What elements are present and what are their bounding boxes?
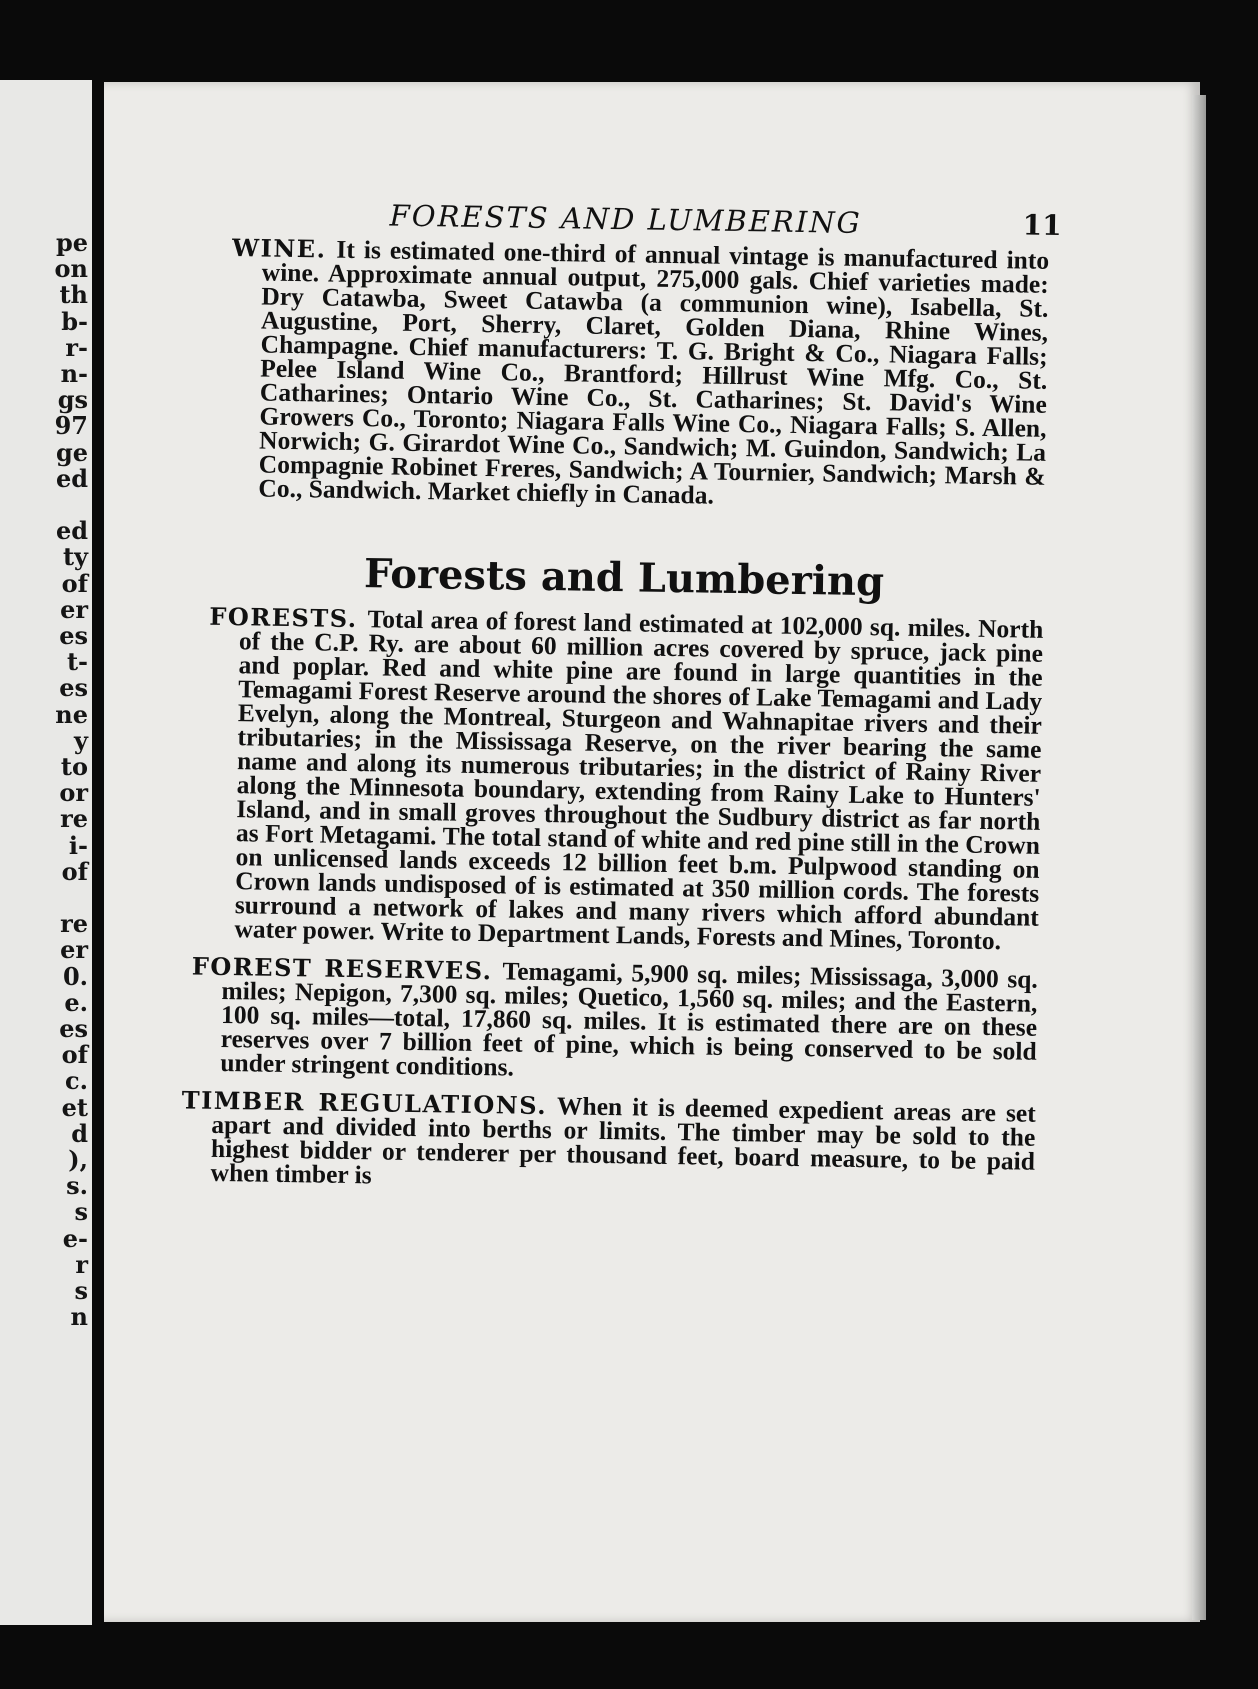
- previous-page-fragment: y: [74, 725, 88, 755]
- page-content: [181, 196, 1062, 1198]
- wine-heading: WINE.: [231, 233, 327, 264]
- previous-page-fragment: i-: [68, 830, 88, 860]
- previous-page-fragment: 97: [54, 411, 88, 441]
- previous-page-fragment: es: [59, 1014, 88, 1043]
- previous-page-fragment: re: [60, 909, 88, 939]
- previous-page-fragment: t-: [66, 647, 88, 677]
- previous-page-fragment: d: [71, 1118, 88, 1148]
- previous-page-fragment: e-: [62, 1223, 88, 1253]
- previous-page-fragment: es: [59, 621, 88, 650]
- previous-page-fragment: pe: [55, 228, 88, 257]
- previous-page-fragment: es: [59, 673, 88, 703]
- page-number: 11: [1022, 208, 1062, 243]
- previous-page-fragment: th: [59, 280, 88, 310]
- previous-page-fragment: of: [61, 568, 88, 598]
- previous-page-fragment: er: [60, 935, 88, 965]
- previous-page-fragment: ed: [55, 516, 88, 546]
- previous-page-fragment: of: [61, 1040, 88, 1070]
- previous-page-fragment: gs: [57, 385, 88, 415]
- previous-page-fragment: or: [59, 778, 88, 808]
- previous-page-fragment: to: [60, 752, 88, 781]
- previous-page-fragment: b-: [61, 306, 88, 336]
- previous-page-fragment: ne: [55, 699, 88, 729]
- previous-page-fragment: c.: [65, 1066, 88, 1096]
- previous-page-fragment: 0.: [62, 961, 88, 991]
- wine-paragraph: [228, 233, 1050, 513]
- wine-text: It is estimated one-third of annual vintage is manufactured into wine. Approximate annual output, 275,000 gals. Chief varieties made: Dry Catawba, Sweet Catawba (a communion wine), Isabella, St. Augustine, Port, Sherry, Claret, Golden Diana, Rhine Wines, Champagne. Chief manufacturers: T. G. Bright & Co., Niagara Falls; Pelee Island Wine Co., Brantford; Hillrust Wine Mfg. Co., St. Catharines; Ontario Wine Co., St. Catharines; St. David's Wine Growers Co., Toronto; Niagara Falls Wine Co., Niagara Falls; S. Allen, Norwich; G. Girardot Wine Co., Sandwich; M. Guindon, Sandwich; La Compagnie Robinet Freres, Sandwich; A Tournier, Sandwich; Marsh & Co., Sandwich. Market chiefly in Canada.: [258, 234, 1050, 510]
- forests-heading: FORESTS.: [209, 601, 358, 634]
- previous-page-fragment: et: [61, 1092, 88, 1122]
- forest-reserves-heading: FOREST RESERVES.: [191, 951, 493, 986]
- previous-page-fragment: s.: [66, 1171, 88, 1201]
- previous-page-fragment: re: [60, 804, 88, 834]
- timber-regulations-paragraph: [180, 1085, 1036, 1197]
- previous-page-fragment: r-: [65, 332, 88, 362]
- previous-page-fragment: ),: [68, 1145, 88, 1174]
- previous-page-edge: [0, 80, 92, 1625]
- previous-page-fragment: on: [54, 254, 88, 284]
- previous-page-fragment: s: [74, 1276, 88, 1305]
- previous-page-fragment: ed: [55, 463, 88, 493]
- previous-page-fragment: of: [61, 856, 88, 886]
- previous-page-fragment: er: [60, 594, 88, 624]
- previous-page-fragment: n-: [60, 359, 88, 388]
- previous-page-fragment: r: [75, 1249, 88, 1279]
- section-title: Forests and Lumbering: [363, 550, 885, 606]
- previous-page-fragment: ty: [62, 542, 88, 572]
- forests-paragraph: [204, 601, 1044, 956]
- previous-page-fragment: e.: [64, 987, 88, 1017]
- previous-page-fragment: s: [74, 1197, 88, 1227]
- previous-page-fragment: n: [70, 1302, 88, 1332]
- timber-regulations-text: When it is deemed expedient areas are set apart and divided into berths or limits. The timber may be sold to the highest bidder or tenderer per thousand feet, board measure, to be paid when timber is: [210, 1091, 1036, 1190]
- forest-reserves-paragraph: [190, 951, 1039, 1087]
- page-edge-shadow: [1192, 95, 1206, 1620]
- timber-regulations-heading: TIMBER REGULATIONS.: [181, 1085, 548, 1121]
- book-gutter: [92, 80, 104, 1625]
- previous-page-fragment: ge: [55, 437, 88, 467]
- running-title: FORESTS AND LUMBERING: [389, 198, 863, 240]
- forest-reserves-text: Temagami, 5,900 sq. miles; Mississaga, 3,000 sq. miles; Nepigon, 7,300 sq. miles; Quetico, 1,560 sq. miles; and the Eastern, 100 sq. miles—total, 17,860 sq. miles. It is estimated there are on these reserves over 7 billion feet of pine, which is being conserved to be sold under stringent conditions.: [220, 956, 1039, 1082]
- forests-text: Total area of forest land estimated at 102,000 sq. miles. North of the C.P. Ry. are about 60 million acres covered by spruce, jack pine and poplar. Red and white pine are found in large quantities in the Temagami Forest Reserve around the shores of Lake Temagami and Lady Evelyn, along the Montreal, Sturgeon and Wahnapitae rivers and their tributaries; in the Mississaga Reserve, on the river bearing the same name and along its numerous tributaries; in the district of Rainy River along the Minnesota boundary, extending from Rainy Lake to Hunters' Island, and in small groves throughout the Sudbury district as far north as Fort Metagami. The total stand of white and red pine still in the Crown on unlicensed lands exceeds 12 billion feet b.m. Pulpwood standing on Crown lands undisposed of is estimated at 350 million cords. The forests surround a network of lakes and many rivers which afford abundant water power. Write to Department Lands, Forests and Mines, Toronto.: [234, 604, 1044, 956]
